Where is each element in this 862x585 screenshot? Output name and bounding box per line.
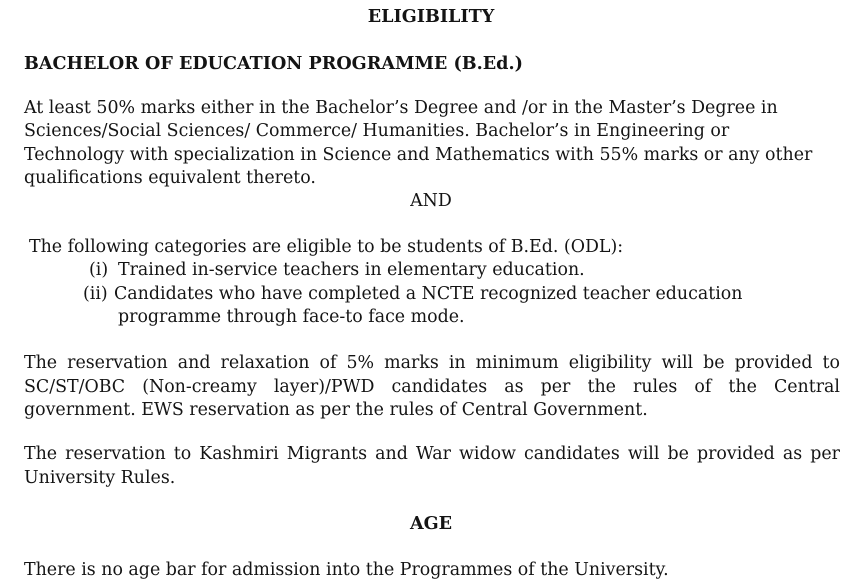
qualification-line: qualifications equivalent thereto. bbox=[24, 168, 316, 188]
category-text: programme through face-to face mode. bbox=[118, 307, 465, 327]
reservation-paragraph: The reservation and relaxation of 5% marks in minimum eligibility will be provided to SC/ST/OBC (Non-creamy layer)/PWD candidates as per the rules of the Central government. EWS reservation as per the rules of Central Government. bbox=[24, 353, 840, 420]
qualification-line: Technology with specialization in Science and Mathematics with 55% marks or any other bbox=[24, 145, 813, 165]
age-text: There is no age bar for admission into the Programmes of the University. bbox=[24, 560, 669, 580]
category-text: Candidates who have completed a NCTE recognized teacher education bbox=[114, 284, 743, 304]
category-marker: (i) bbox=[89, 260, 109, 280]
category-text: Trained in-service teachers in elementary education. bbox=[118, 260, 585, 280]
section-heading: BACHELOR OF EDUCATION PROGRAMME (B.Ed.) bbox=[24, 53, 523, 74]
qualification-line: Sciences/Social Sciences/ Commerce/ Humanities. Bachelor’s in Engineering or bbox=[24, 121, 730, 141]
category-marker: (ii) bbox=[83, 284, 108, 304]
qualification-line: At least 50% marks either in the Bachelor’s Degree and /or in the Master’s Degree in bbox=[24, 98, 778, 118]
migrants-paragraph: The reservation to Kashmiri Migrants and War widow candidates will be provided as per University Rules. bbox=[24, 444, 840, 488]
and-conjunction: AND bbox=[410, 191, 452, 211]
page-title: ELIGIBILITY bbox=[367, 6, 495, 27]
categories-intro: The following categories are eligible to be students of B.Ed. (ODL): bbox=[29, 237, 624, 257]
age-heading: AGE bbox=[409, 513, 453, 534]
